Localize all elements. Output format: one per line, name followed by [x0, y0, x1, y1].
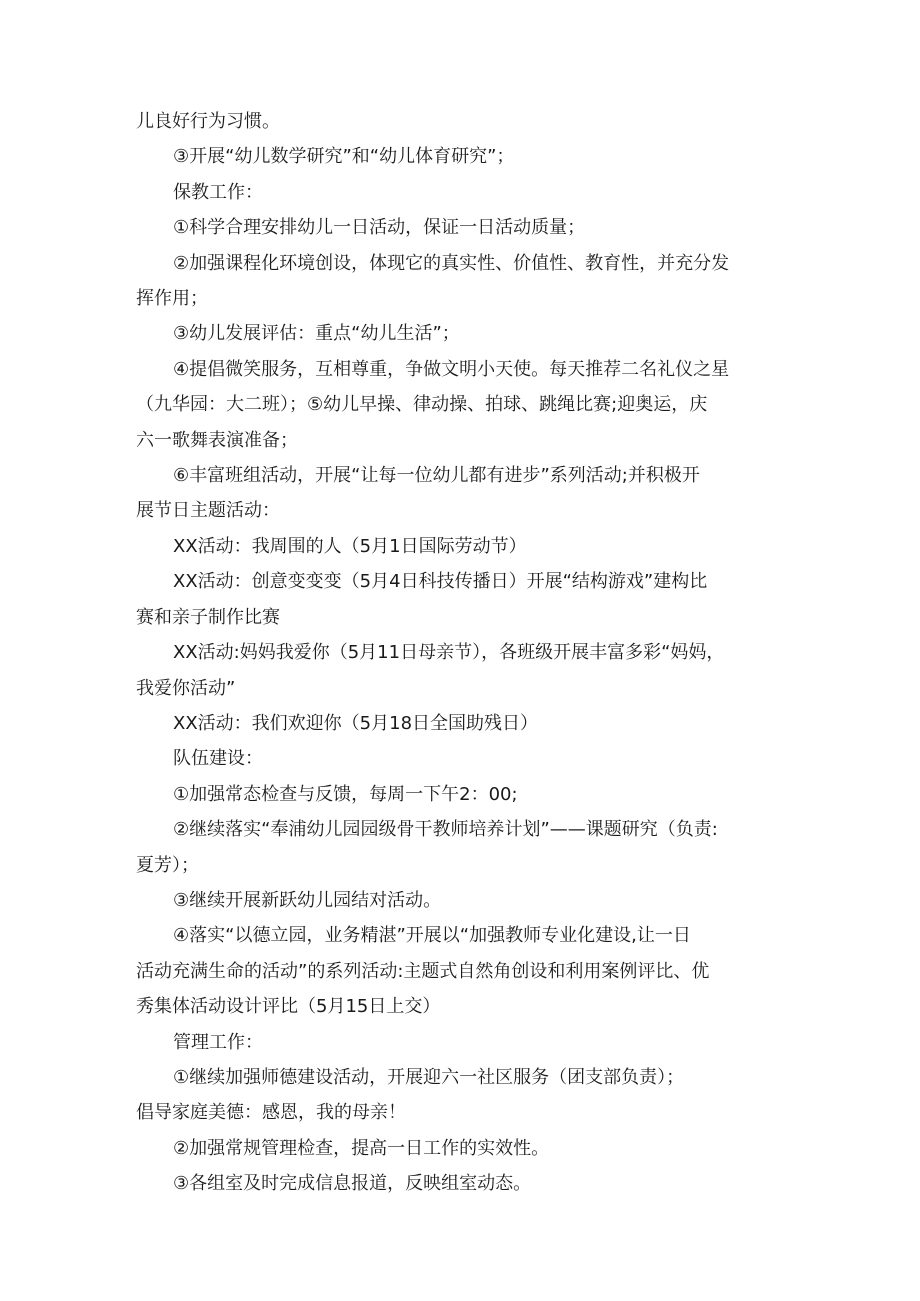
paragraph-line: ①继续加强师德建设活动，开展迎六一社区服务（团支部负责）；: [173, 1066, 685, 1088]
paragraph: [136, 529, 792, 564]
paragraph: [136, 706, 792, 741]
paragraph-line: ①加强常态检查与反馈，每周一下午2：00;: [173, 783, 518, 805]
paragraph: [136, 812, 792, 883]
paragraph-line: （九华园：大二班）；⑤幼儿早操、律动操、拍球、跳绳比赛;迎奥运，庆: [136, 394, 708, 416]
paragraph-line: ③各组室及时完成信息报道，反映组室动态。: [173, 1173, 532, 1195]
paragraph-line: 倡导家庭美德：感恩，我的母亲！: [136, 1102, 406, 1124]
paragraph: [136, 458, 792, 529]
paragraph-line: ③幼儿发展评估：重点“幼儿生活”；: [173, 323, 460, 345]
paragraph-line: XX活动：创意变变变（5月4日科技传播日）开展“结构游戏”建构比: [173, 571, 708, 593]
paragraph-line: 活动充满生命的活动”的系列活动:主题式自然角创设和利用案例评比、优: [136, 960, 710, 982]
paragraph-line: 赛和亲子制作比赛: [136, 606, 280, 628]
paragraph: [136, 883, 792, 918]
paragraph: [136, 1025, 792, 1060]
paragraph-line: 管理工作：: [173, 1031, 263, 1053]
paragraph-line: 挥作用；: [136, 288, 208, 310]
paragraph: [136, 139, 792, 174]
paragraph-line: ①科学合理安排幼儿一日活动，保证一日活动质量；: [173, 217, 586, 239]
paragraph-line: 展节日主题活动：: [136, 500, 280, 522]
paragraph: [136, 741, 792, 776]
paragraph: [136, 1166, 792, 1201]
paragraph-line: ③开展“幼儿数学研究”和“幼儿体育研究”；: [173, 146, 515, 168]
paragraph-line: ②加强课程化环境创设，体现它的真实性、价值性、教育性，并充分发: [173, 252, 730, 274]
paragraph-line: 秀集体活动设计评比（5月15日上交）: [136, 996, 441, 1018]
paragraph: [136, 1095, 792, 1130]
paragraph: [136, 635, 792, 706]
paragraph: [136, 104, 792, 139]
paragraph: [136, 175, 792, 210]
paragraph-line: ④落实“以德立园，业务精湛”开展以“加强教师专业化建设,让一日: [173, 925, 691, 947]
paragraph: [136, 316, 792, 351]
document-page: [136, 104, 792, 1202]
paragraph: [136, 1060, 792, 1095]
paragraph-line: 儿良好行为习惯。: [136, 111, 280, 132]
paragraph-line: XX活动：我周围的人（5月1日国际劳动节）: [173, 535, 527, 557]
paragraph: [136, 210, 792, 245]
paragraph-line: 队伍建设：: [173, 748, 263, 770]
paragraph-line: ②继续落实“奉浦幼儿园园级骨干教师培养计划”——课题研究（负责:: [173, 819, 718, 841]
paragraph-line: ④提倡微笑服务，互相尊重，争做文明小天使。每天推荐二名礼仪之星: [173, 358, 730, 380]
paragraph: [136, 564, 792, 635]
paragraph: [136, 1131, 792, 1166]
paragraph: [136, 777, 792, 812]
paragraph-line: 六一歌舞表演准备；: [136, 429, 298, 451]
paragraph-line: 保教工作：: [173, 181, 263, 203]
paragraph: [136, 918, 792, 1024]
paragraph: [136, 246, 792, 317]
paragraph-line: ⑥丰富班组活动，开展“让每一位幼儿都有进步”系列活动;并积极开: [173, 465, 700, 487]
paragraph-line: XX活动：我们欢迎你（5月18日全国助残日）: [173, 712, 539, 734]
paragraph-line: ③继续开展新跃幼儿园结对活动。: [173, 889, 442, 911]
paragraph-line: ②加强常规管理检查，提高一日工作的实效性。: [173, 1137, 550, 1159]
paragraph-line: 我爱你活动”: [136, 677, 236, 699]
paragraph-line: XX活动:妈妈我爱你（5月11日母亲节），各班级开展丰富多彩“妈妈，: [173, 642, 725, 664]
paragraph-line: 夏芳）；: [136, 854, 199, 876]
paragraph: [136, 352, 792, 458]
